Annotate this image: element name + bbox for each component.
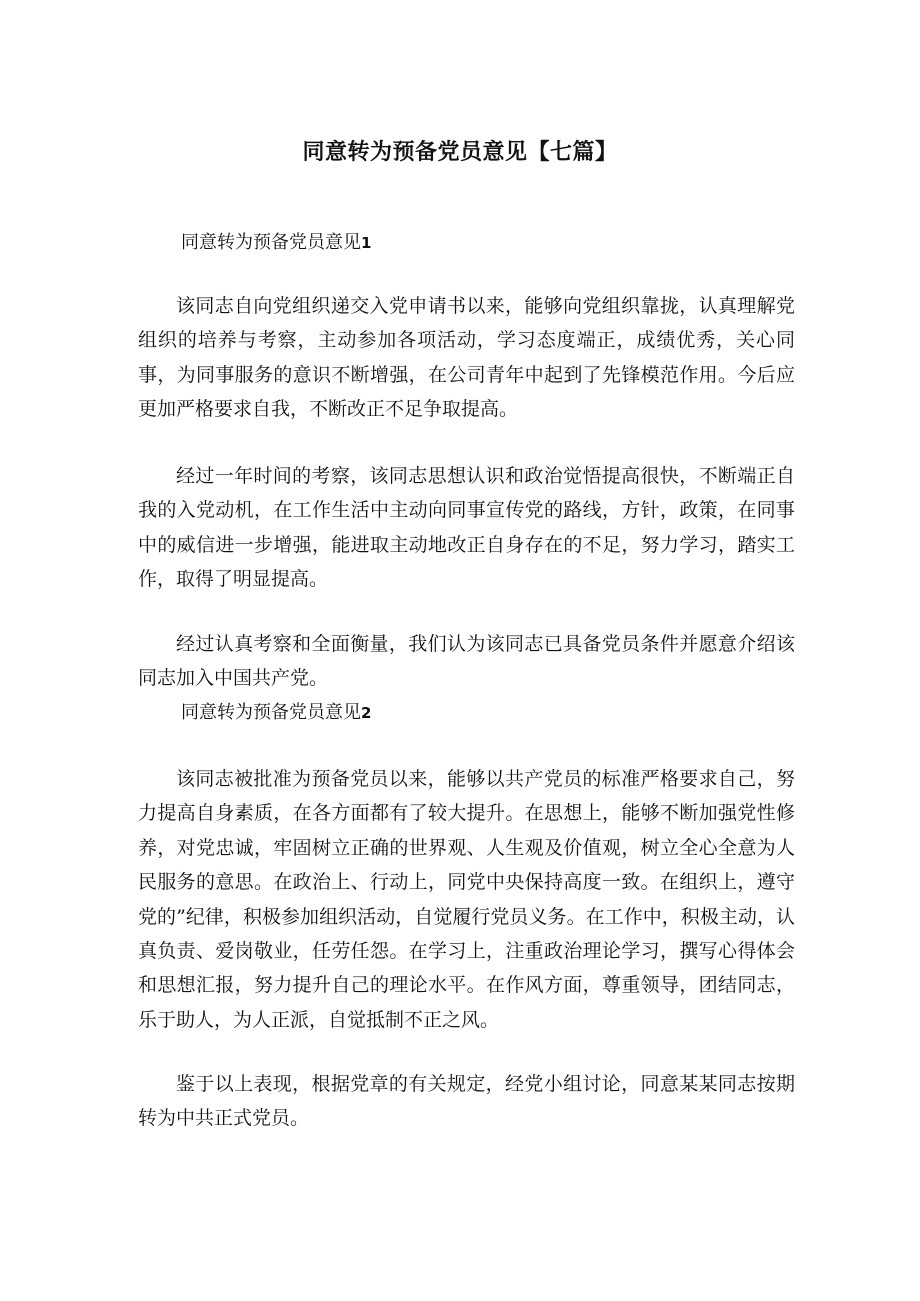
paragraph: 该同志自向党组织递交入党申请书以来，能够向党组织靠拢，认真理解党组织的培养与考察，主动参加各项活动，学习态度端正，成绩优秀，关心同事，为同事服务的意识不断增强，在公司青年中起到了先锋模范作用。今后应更加严格要求自我，不断改正不足争取提高。 xyxy=(138,295,795,421)
paragraph: 经过一年时间的考察，该同志思想认识和政治觉悟提高很快，不断端正自我的入党动机，在工作生活中主动向同事宣传党的路线，方针，政策，在同事中的威信进一步增强，能进取主动地改正自身存在的不足，努力学习，踏实工作，取得了明显提高。 xyxy=(138,465,795,591)
paragraph: 该同志被批准为预备党员以来，能够以共产党员的标准严格要求自己，努力提高自身素质，在各方面都有了较大提升。在思想上，能够不断加强党性修养，对党忠诚，牢固树立正确的世界观、人生观及价值观，树立全心全意为人民服务的意思。在政治上、行动上，同党中央保持高度一致。在组织上，遵守党的”纪律，积极参加组织活动，自觉履行党员义务。在工作中，积极主动，认真负责、爱岗敬业，任劳任怨。在学习上，注重政治理论学习，撰写心得体会和思想汇报，努力提升自己的理论水平。在作风方面，尊重领导，团结同志，乐于助人，为人正派，自觉抵制不正之风。 xyxy=(138,768,795,1031)
document-title: 同意转为预备党员意见【七篇】 xyxy=(302,139,618,165)
section-heading-text: 同意转为预备党员意见 xyxy=(181,702,361,723)
section-heading-2 xyxy=(181,696,371,730)
section-number: 2 xyxy=(361,704,372,722)
section-heading-1 xyxy=(181,226,371,260)
section-number: 1 xyxy=(361,234,372,252)
paragraph: 鉴于以上表现，根据党章的有关规定，经党小组讨论，同意某某同志按期转为中共正式党员。 xyxy=(138,1073,795,1130)
section-heading-text: 同意转为预备党员意见 xyxy=(181,232,361,253)
paragraph: 经过认真考察和全面衡量，我们认为该同志已具备党员条件并愿意介绍该同志加入中国共产党。 xyxy=(138,633,795,690)
